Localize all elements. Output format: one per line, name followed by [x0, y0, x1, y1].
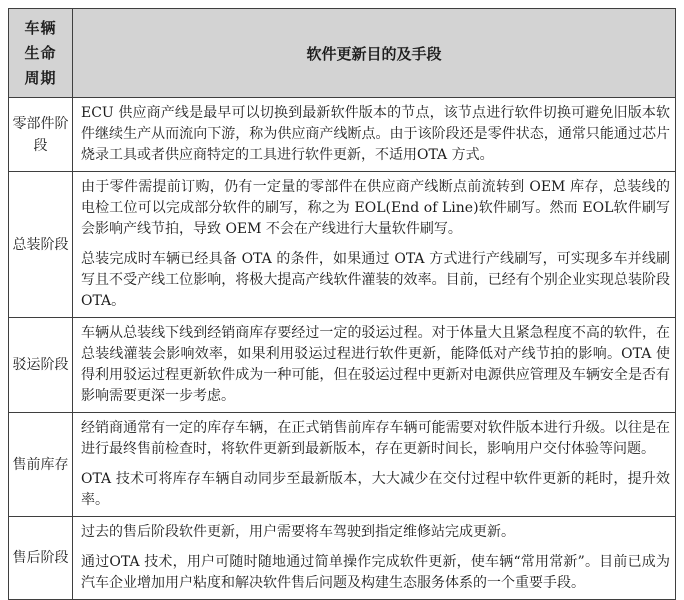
stage-cell: 驳运阶段: [9, 318, 73, 413]
header-lifecycle-line: 车辆: [24, 18, 57, 37]
header-lifecycle-line: 生命: [24, 43, 57, 62]
paragraph: OTA 技术可将库存车辆自动同步至最新版本，大大减少在交付过程中软件更新的耗时，提升效率。: [81, 471, 670, 508]
stage-cell: 总装阶段: [9, 172, 73, 318]
table-row-aftersale-stage: [9, 517, 676, 600]
content-cell: [73, 98, 676, 172]
paragraph: ECU 供应商产线是最早可以切换到最新软件版本的节点，该节点进行软件切换可避免旧版本软件继续生产从而流向下游，称为供应商产线断点。由于该阶段还是零件状态，通常只能通过芯片烧录工具或者供应商特定的工具进行软件更新，不适用OTA 方式。: [81, 105, 670, 163]
header-lifecycle-line: 周期: [24, 68, 57, 87]
paragraph: 车辆从总装线下线到经销商库存要经过一定的驳运过程。对于体量大且紧急程度不高的软件，在总装线灌装会影响效率，如果利用驳运过程进行软件更新，能降低对产线节拍的影响。OTA 使得利用驳运过程更新软件成为一种可能，但在驳运过程中更新对电源供应管理及车辆安全是否有影响需要更深一步考虑。: [81, 325, 670, 404]
table-row-presale-inventory: [9, 413, 676, 517]
paragraph: 通过OTA 技术，用户可随时随地通过简单操作完成软件更新，使车辆“常用常新”。目前已成为汽车企业增加用户粘度和解决软件售后问题及构建生态服务体系的一个重要手段。: [81, 554, 670, 591]
table-row-transport-stage: [9, 318, 676, 413]
table-body: [9, 98, 676, 600]
stage-cell: 售后阶段: [9, 517, 73, 600]
header-row: [9, 9, 676, 98]
stage-cell: 售前库存: [9, 413, 73, 517]
lifecycle-table: [8, 8, 676, 600]
table-row-assembly-stage: [9, 172, 676, 318]
paragraph: 过去的售后阶段软件更新，用户需要将车驾驶到指定维修站完成更新。: [81, 524, 515, 540]
content-cell: [73, 318, 676, 413]
paragraph: 总装完成时车辆已经具备 OTA 的条件，如果通过 OTA 方式进行产线刷写，可实现多车并线刷写且不受产线工位影响，将极大提高产线软件灌装的效率。目前，已经有个别企业实现总装阶段 OTA。: [81, 251, 670, 309]
header-cell-lifecycle: [9, 9, 73, 98]
paragraph: 由于零件需提前订购，仍有一定量的零部件在供应商产线断点前流转到 OEM 库存，总装线的电检工位可以完成部分软件的刷写，称之为 EOL(End of Line)软件刷写。然而 EOL软件刷写会影响产线节拍，导致 OEM 不会在产线进行大量软件刷写。: [81, 179, 670, 237]
stage-cell: 零部件阶段: [9, 98, 73, 172]
content-cell: [73, 172, 676, 318]
content-cell: [73, 413, 676, 517]
table-header: [9, 9, 676, 98]
paragraph: 经销商通常有一定的库存车辆，在正式销售前库存车辆可能需要对软件版本进行升级。以往是在进行最终售前检查时，将软件更新到最新版本，存在更新时间长，影响用户交付体验等问题。: [81, 420, 670, 457]
content-cell: [73, 517, 676, 600]
table-row-parts-stage: [9, 98, 676, 172]
header-cell-purpose: 软件更新目的及手段: [73, 9, 676, 98]
